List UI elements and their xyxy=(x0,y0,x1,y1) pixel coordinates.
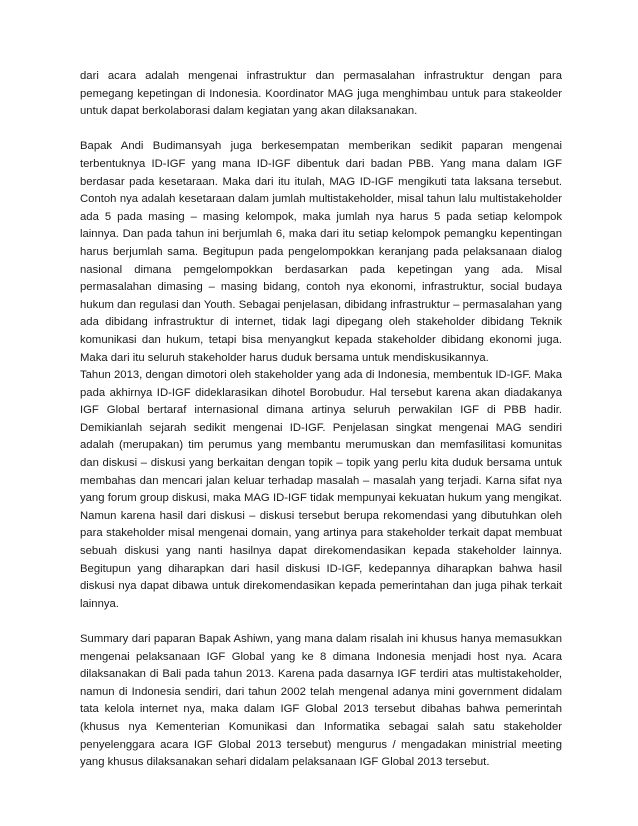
paragraph-spacer xyxy=(80,121,562,139)
paragraph-infrastructure-intro: dari acara adalah mengenai infrastruktur dan permasalahan infrastruktur dengan para pemegang kepetingan di Indonesia. Koordinator MAG juga menghimbau untuk para stakeolder untuk dapat berkolaborasi dalam kegiatan yang akan dilaksanakan. xyxy=(80,70,562,118)
paragraph-ashiwn-summary: Summary dari paparan Bapak Ashiwn, yang mana dalam risalah ini khusus hanya memasukkan mengenai pelaksanaan IGF Global yang ke 8 dimana Indonesia menjadi host nya. Acara dilaksanakan di Bali pada tahun 2013. Karena pada dasarnya IGF terdiri atas multistakeholder, namun di Indonesia sendiri, dari tahun 2002 telah mengenal adanya mini government didalam tata kelola internet nya, maka dalam IGF Global 2013 tersebut dibahas bahwa pemerintah (khusus nya Kementerian Komunikasi dan Informatika sebagai salah satu stakeholder penyelenggara acara IGF Global 2013 tersebut) mengurus / mengadakan ministrial meeting yang khusus dilaksanakan sehari didalam pelaksanaan IGF Global 2013 tersebut. xyxy=(80,633,562,769)
paragraph-id-igf-history: Tahun 2013, dengan dimotori oleh stakeholder yang ada di Indonesia, membentuk ID-IGF. Maka pada akhirnya ID-IGF dideklarasikan dihotel Borobudur. Hal tersebut karena akan diadakanya IGF Global bertaraf internasional dimana artinya seluruh perwakilan IGF di PBB hadir. Demikianlah sejarah sedikit mengenai ID-IGF. Penjelasan singkat mengenai MAG sendiri adalah (merupakan) tim perumus yang membantu merumuskan dan memfasilitasi komunitas dan diskusi – diskusi yang berkaitan dengan topik – topik yang perlu kita duduk bersama untuk membahas dan mencari jalan keluar terhadap masalah – masalah yang terjadi. Karna sifat nya yang forum group diskusi, maka MAG ID-IGF tidak mempunyai kekuatan hukum yang mengikat. Namun karena hasil dari diskusi – diskusi tersebut berupa rekomendasi yang dibutuhkan oleh para stakeholder misal mengenai domain, yang artinya para stakeholder terkait dapat membuat sebuah diskusi yang nanti hasilnya dapat direkomendasikan kepada stakeholder lainnya. Begitupun yang diharapkan dari hasil diskusi ID-IGF, kedepannya diharapkan bahwa hasil diskusi nya dapat dibawa untuk direkomendasikan kepada pemerintahan dan juga pihak terkait lainnya. xyxy=(80,369,562,610)
paragraph-spacer xyxy=(80,613,562,631)
document-page xyxy=(80,68,562,772)
paragraph-andi-budimansyah: Bapak Andi Budimansyah juga berkesempatan memberikan sedikit paparan mengenai terbentuknya ID-IGF yang mana ID-IGF dibentuk dari badan PBB. Yang mana dalam IGF berdasar pada kesetaraan. Maka dari itu itulah, MAG ID-IGF mengikuti tata laksana tersebut. Contoh nya adalah kesetaraan dalam jumlah multistakeholder, misal tahun lalu multistakeholder ada 5 pada masing – masing kelompok, maka jumlah nya harus 5 pada setiap kelompok lainnya. Dan pada tahun ini berjumlah 6, maka dari itu setiap kelompok pemangku kepentingan harus berjumlah sama. Begitupun pada pengelompokkan keranjang pada pelaksanaan dialog nasional dimana pemgelompokkan berdasarkan pada kepetingan yang ada. Misal permasalahan dimasing – masing bidang, contoh nya ekonomi, infrastruktur, social budaya hukum dan regulasi dan Youth. Sebagai penjelasan, dibidang infrastruktur – permasalahan yang ada dibidang infrastruktur di internet, tidak lagi dipegang oleh stakeholder dibidang Teknik komunikasi dan hukum, tetapi bisa menyangkut kepada stakeholder dibidang ekonomi juga. Maka dari itu seluruh stakeholder harus duduk bersama untuk mendiskusikannya. xyxy=(80,140,562,364)
